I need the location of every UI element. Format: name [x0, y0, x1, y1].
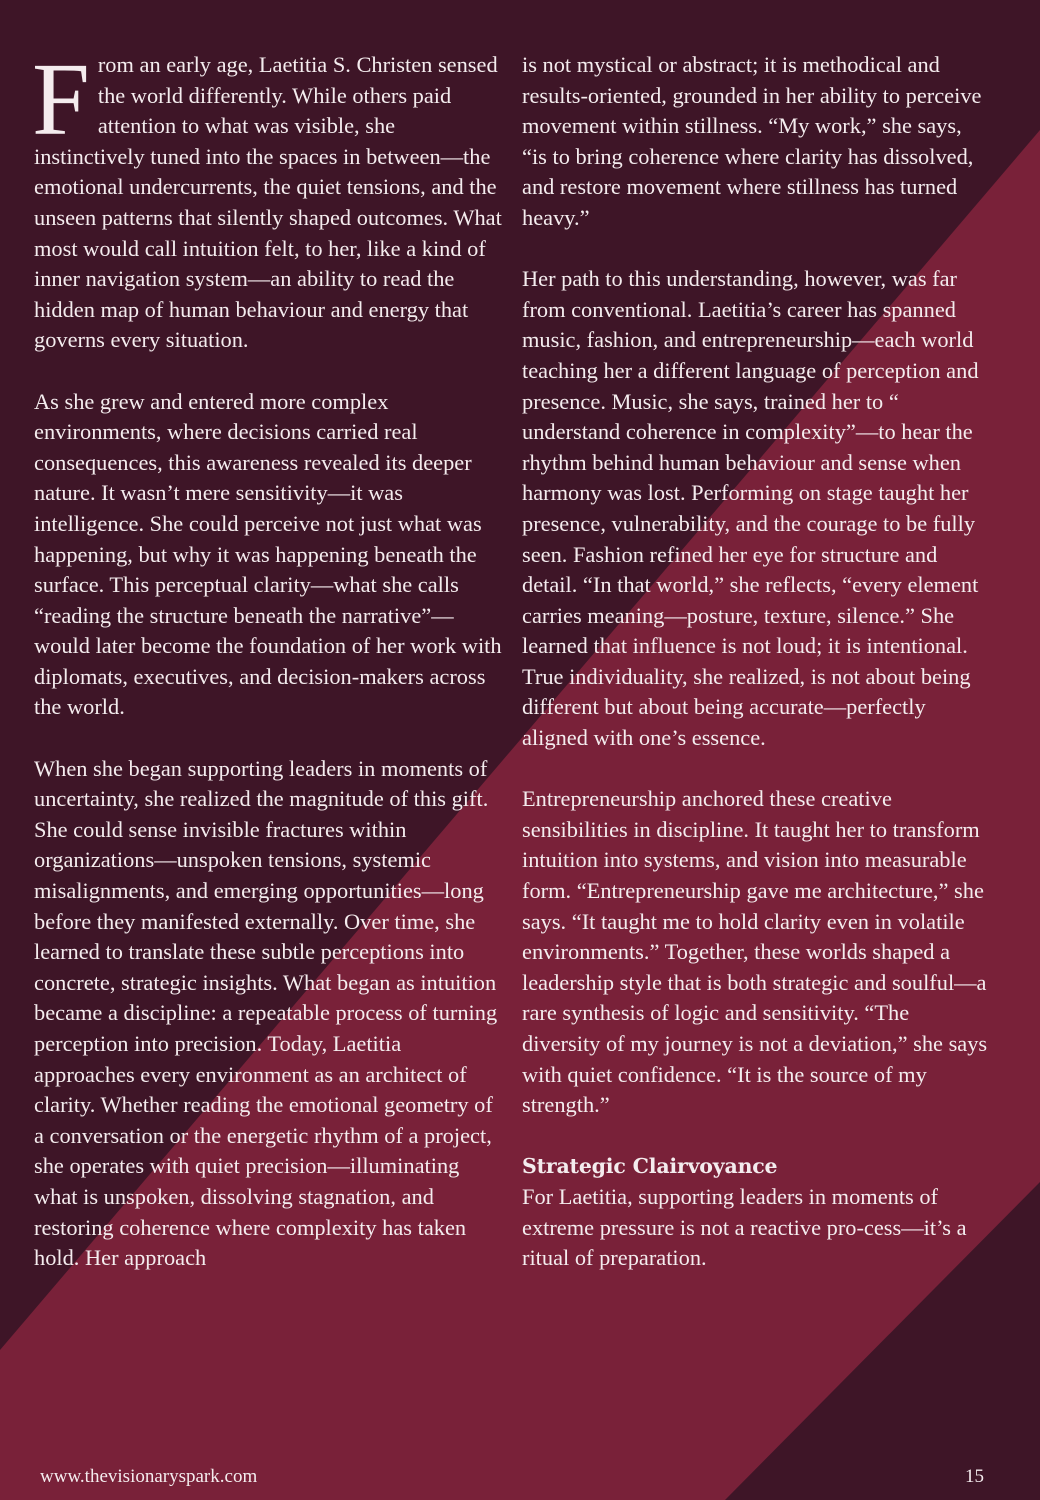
page-number: 15: [965, 1466, 984, 1487]
footer-website-url[interactable]: www.thevisionaryspark.com: [40, 1466, 258, 1487]
paragraph-4: is not mystical or abstract; it is methodical and results-oriented, grounded in her ability to perceive movement within stillness. “My work,” she says, “is to bring coherence where clarity has dissolved, and restore movement where stillness has turned heavy.”: [522, 52, 982, 230]
paragraph-7: For Laetitia, supporting leaders in moments of extreme pressure is not a reactive pro-cess—it’s a ritual of preparation.: [522, 1183, 967, 1271]
section-strategic-clairvoyance: [522, 1151, 992, 1273]
paragraph-2: As she grew and entered more complex environments, where decisions carried real consequences, this awareness revealed its deeper nature. It wasn’t mere sensitivity—it was intelligence. She could perceive not just what was happening, but why it was happening beneath the surface. This perceptual clarity—what she calls “reading the structure beneath the narrative”—would later become the foundation of her work with diplomats, executives, and decision-makers across the world.: [34, 388, 502, 720]
paragraph-5: Her path to this understanding, however, was far from conventional. Laetitia’s career has spanned music, fashion, and entrepreneurship—each world teaching her a different language of perception and presence. Music, she says, trained her to “ understand coherence in complexity”—to hear the rhythm behind human behaviour and sense when harmony was lost. Performing on stage taught her presence, vulnerability, and the courage to be fully seen. Fashion refined her eye for structure and detail. “In that world,” she reflects, “every element carries meaning—posture, texture, silence.” She learned that influence is not loud; it is intentional. True individuality, she realized, is not about being different but about being accurate—perfectly aligned with one’s essence.: [522, 266, 979, 751]
right-column: [522, 50, 992, 1274]
paragraph-6: Entrepreneurship anchored these creative sensibilities in discipline. It taught her to transform intuition into systems, and vision into measurable form. “Entrepreneurship gave me architecture,” she says. “It taught me to hold clarity even in volatile environments.” Together, these worlds shaped a leadership style that is both strategic and soulful—a rare synthesis of logic and sensitivity. “The diversity of my journey is not a deviation,” she says with quiet confidence. “It is the source of my strength.”: [522, 786, 988, 1118]
paragraph-1: [32, 42, 502, 356]
paragraph-1-text: rom an early age, Laetitia S. Christen sensed the world differently. While others paid attention to what was visible, she instinctively tuned into the spaces in between—the emotional undercurrents, the quiet tensions, and the unseen patterns that silently shaped outcomes. What most would call intuition felt, to her, like a kind of inner navigation system—an ability to read the hidden map of human behaviour and energy that governs every situation.: [34, 52, 502, 353]
left-column: [32, 42, 502, 1274]
section-subheading: Strategic Clairvoyance: [522, 1154, 778, 1179]
paragraph-3: When she began supporting leaders in moments of uncertainty, she realized the magnitude of this gift. She could sense invisible fractures within organizations—unspoken tensions, systemic misalignments, and emerging opportunities—long before they manifested externally. Over time, she learned to translate these subtle perceptions into concrete, strategic insights. What began as intuition became a discipline: a repeatable process of turning perception into precision. Today, Laetitia approaches every environment as an architect of clarity. Whether reading the emotional geometry of a conversation or the energetic rhythm of a project, she operates with quiet precision—illuminating what is unspoken, dissolving stagnation, and restoring coherence where complexity has taken hold. Her approach: [34, 755, 498, 1271]
drop-cap: F: [32, 42, 90, 157]
